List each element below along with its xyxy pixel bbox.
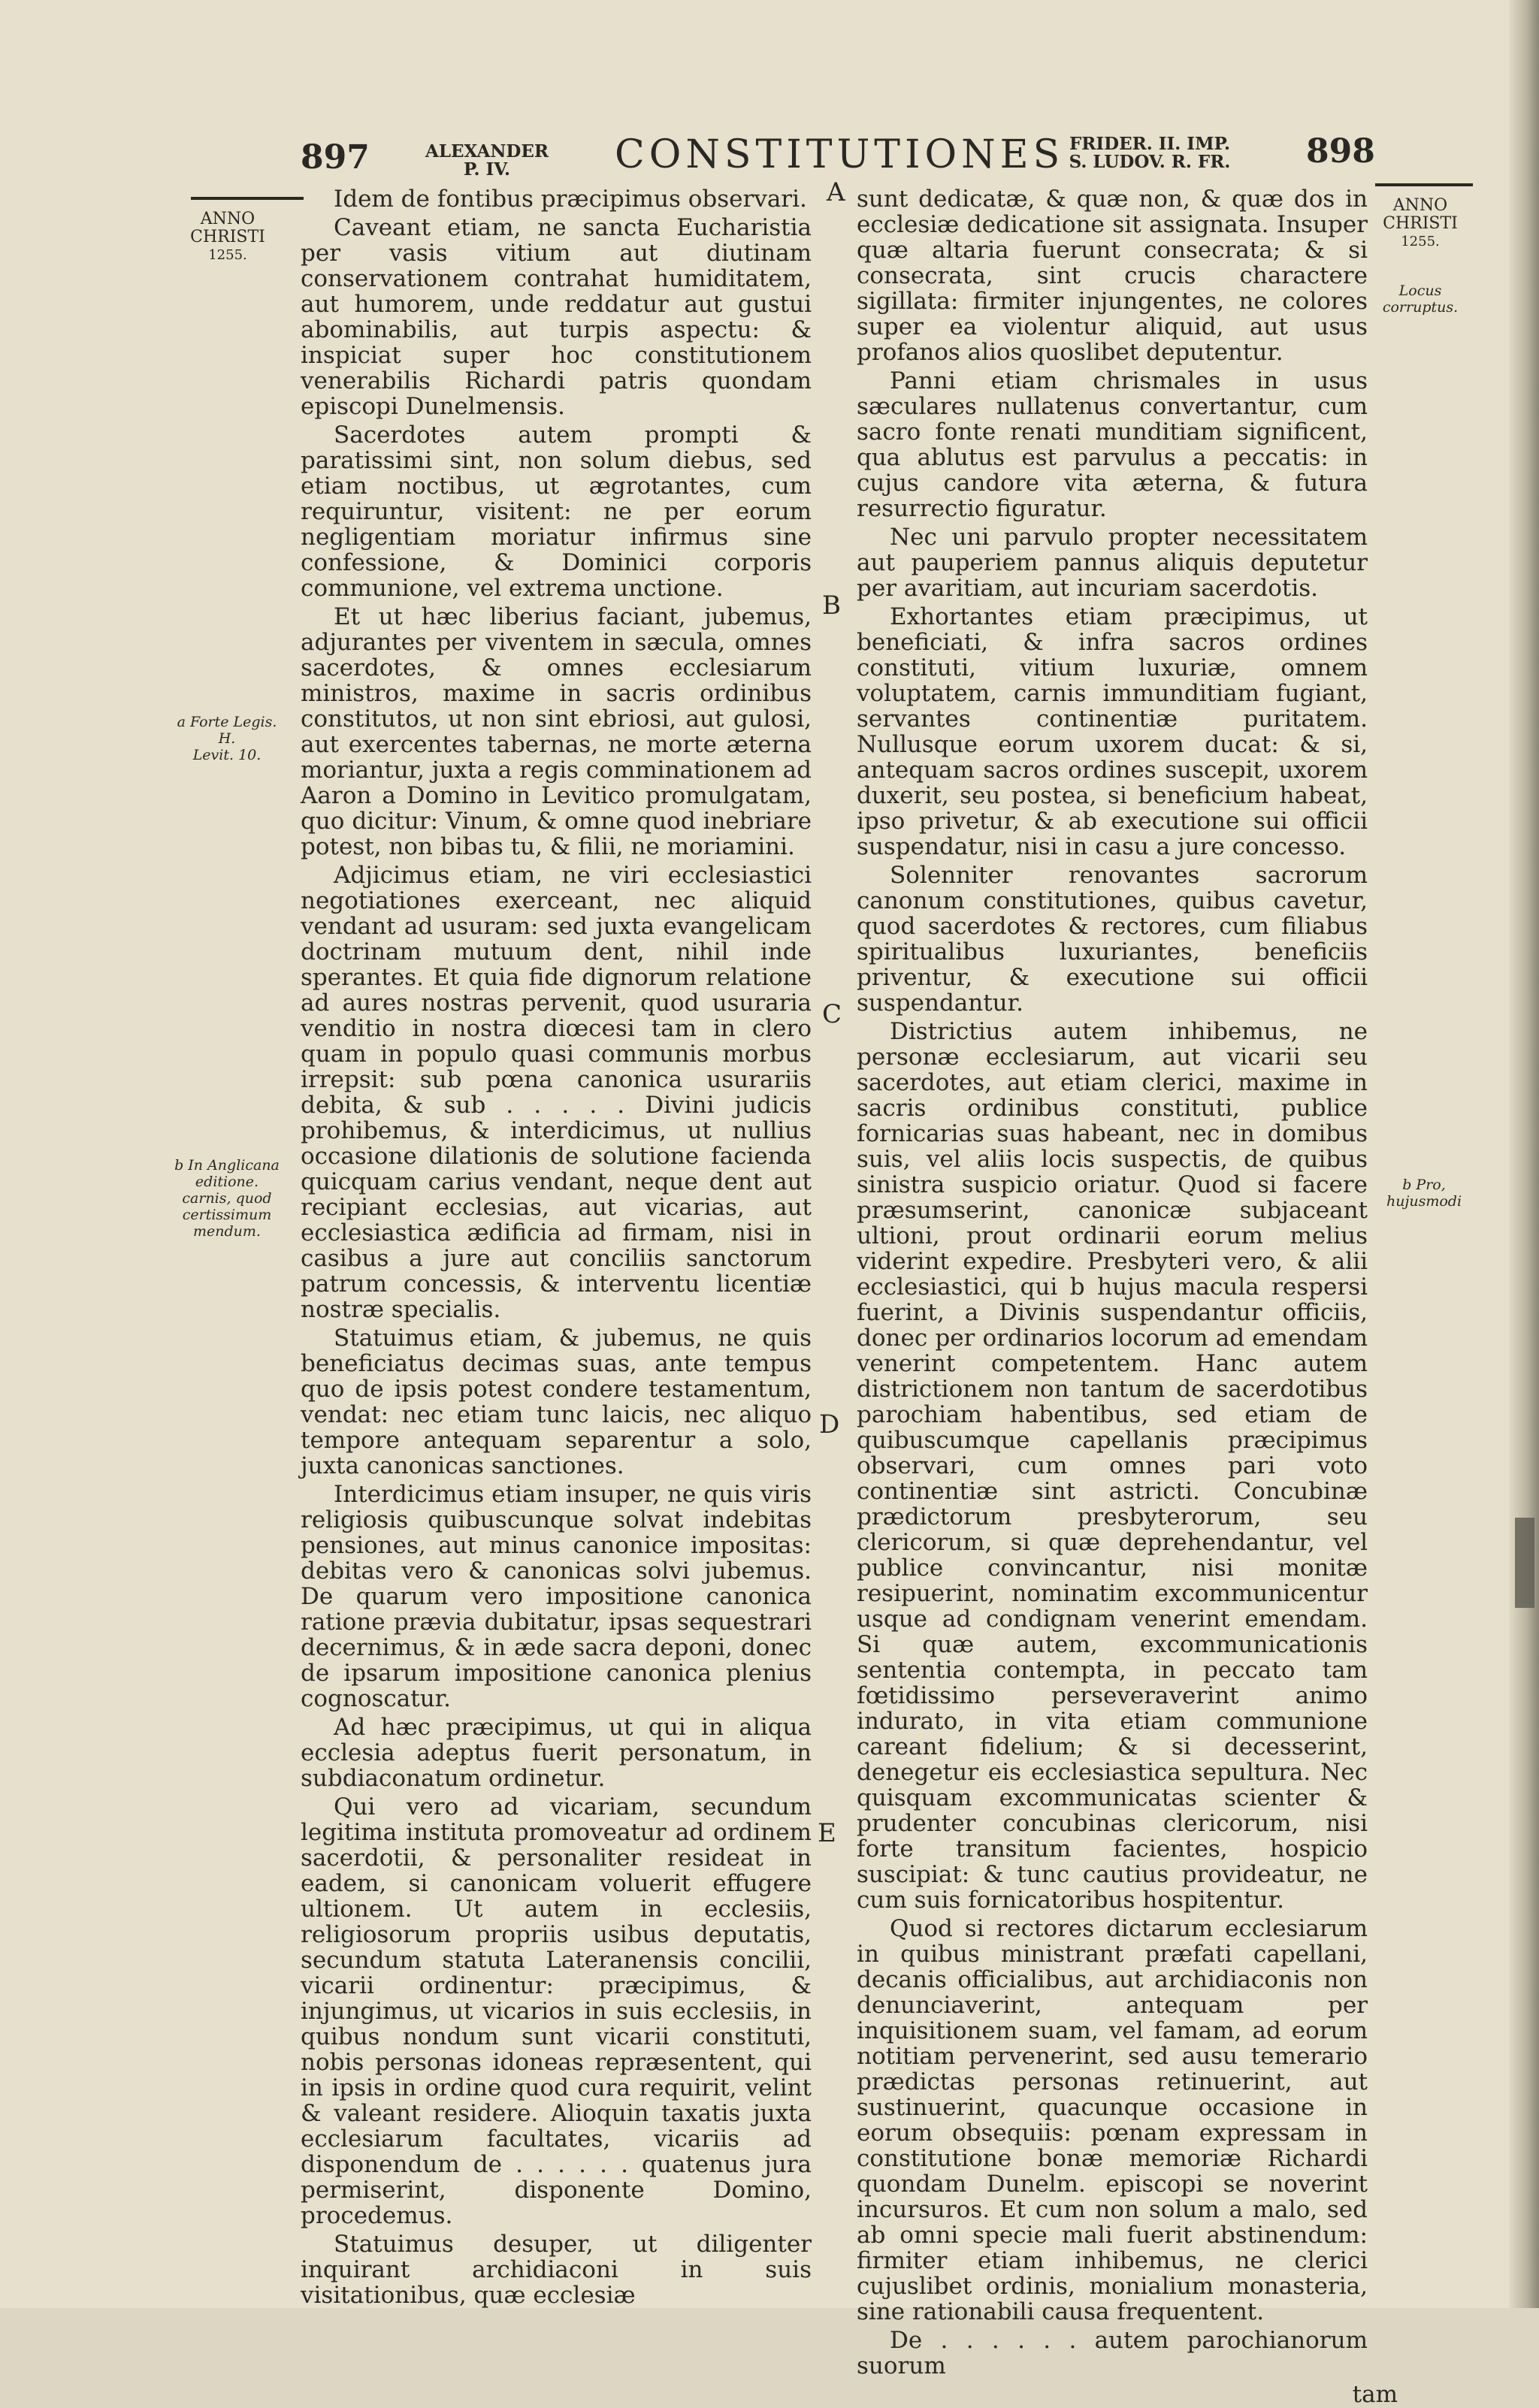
paragraph: sunt dedicatæ, & quæ non, & quæ dos in ecclesiæ dedicatione sit assignata. Insuper quæ altaria fuerunt consecrata; & si consecrata, sint crucis charactere sigillata: firmiter injungentes, ne colores super ea violentur aliquid, aut usus profanos alios quoslibet deputentur. xyxy=(857,186,1368,366)
page-edge-mark xyxy=(1515,1518,1534,1608)
paragraph: Panni etiam chrismales in usus sæculares nullatenus convertantur, cum sacro fonte renati munditiam significent, qua ablutus est parvulus a peccatis: in cujus candore vita æterna, & futura resurrectio figuratur. xyxy=(857,367,1368,522)
left-running-head xyxy=(412,143,562,179)
right-running-line1: FRIDER. II. IMP. xyxy=(1069,134,1231,154)
paragraph: Sacerdotes autem prompti & paratissimi sint, non solum diebus, sed etiam noctibus, ut ægrotantes, cum requiruntur, visitent: ne per eorum negligentiam moriatur infirmus sine confessione, & Dominici corporis communione, vel extrema unctione. xyxy=(301,421,812,602)
paragraph: Statuimus desuper, ut diligenter inquirant archidiaconi in suis visitationibus, quæ ecclesiæ xyxy=(301,2231,812,2309)
text-column-left xyxy=(301,186,812,2311)
paragraph: De . . . . . . autem parochianorum suorum xyxy=(857,2327,1368,2379)
right-christi: CHRISTI xyxy=(1383,214,1458,233)
catchword: tam xyxy=(1352,2381,1398,2408)
paragraph: Adjicimus etiam, ne viri ecclesiastici negotiationes exerceant, nec aliquid vendant ad usuram: sed juxta evangelicam doctrinam mutuum dent, nihil inde sperantes. Et quia fide dignorum relatione ad aures nostras pervenit, quod usuraria venditio in nostra diœcesi tam in clero quam in populo quasi communis morbus irrepsit: sub pœna canonica usurariis debita, & sub . . . . . Divini judicis prohibemus, & interdicimus, ut nullius occasione dilationis de solutione facienda quicquam carius vendant, neque dent aut recipiant ecclesias, aut vicarias, aut ecclesiastica ædificia ad firmam, nisi in casibus a jure aut conciliis sanctorum patrum concessis, & interventu licentiæ nostræ specialis. xyxy=(301,862,812,1323)
section-letter-e: E xyxy=(818,1818,836,1848)
right-margin-rule xyxy=(1375,183,1473,186)
right-year: 1255. xyxy=(1401,234,1440,249)
page-title: CONSTITUTIONES xyxy=(615,132,1065,177)
paragraph: Nec uni parvulo propter necessitatem aut pauperiem pannus aliquis deputetur per avaritiam, aut incuriam sacerdotis. xyxy=(857,524,1368,602)
left-running-line2: P. IV. xyxy=(463,159,511,180)
left-note-anglicana: b In Anglicana editione. carnis, quod certissimum mendum. xyxy=(174,1157,280,1240)
section-letter-c: C xyxy=(822,999,842,1029)
paragraph: Solenniter renovantes sacrorum canonum constitutiones, quibus cavetur, quod sacerdotes & rectores, cum filiabus spiritualibus luxuriantes, beneficiis priventur, & executione sui officii suspendantur. xyxy=(857,862,1368,1017)
left-anno: ANNO xyxy=(200,210,255,228)
right-running-head xyxy=(1052,135,1247,171)
left-christi: CHRISTI xyxy=(190,228,265,246)
left-year: 1255. xyxy=(208,247,247,263)
right-note-hujusmodi: b Pro, hujusmodi xyxy=(1386,1177,1462,1210)
right-note-locus: Locus corruptus. xyxy=(1382,282,1459,316)
left-anno-christi xyxy=(179,210,277,264)
paragraph: Et ut hæc liberius faciant, jubemus, adjurantes per viventem in sæcula, omnes sacerdotes, & omnes ecclesiarum ministros, maxime in sacris ordinibus constitutos, ut non sint ebriosi, aut gulosi, aut exercentes tabernas, ne morte æterna moriantur, juxta a regis comminationem ad Aaron a Domino in Levitico promulgatam, quo dicitur: Vinum, & omne quod inebriare potest, non bibas tu, & filii, ne moriamini. xyxy=(301,603,812,860)
left-note1b: Levit. 10. xyxy=(192,747,262,763)
paragraph: Ad hæc præcipimus, ut qui in aliqua ecclesia adeptus fuerit personatum, in subdiaconatum ordinetur. xyxy=(301,1714,812,1792)
left-page-number: 897 xyxy=(301,138,370,177)
paragraph: Interdicimus etiam insuper, ne quis viris religiosis quibuscunque solvat indebitas pensiones, aut minus canonice impositas: debitas vero & canonicas solvi jubemus. De quarum vero impositione canonica ratione prævia dubitatur, ipsas sequestrari decernimus, & in æde sacra deponi, donec de ipsarum impositione canonica plenius cognoscatur. xyxy=(301,1481,812,1712)
right-running-line2: S. LUDOV. R. FR. xyxy=(1069,152,1231,172)
right-anno-christi xyxy=(1375,197,1465,251)
left-running-line1: ALEXANDER xyxy=(425,141,549,162)
left-note-levit xyxy=(174,714,280,763)
paragraph: Quod si rectores dictarum ecclesiarum in quibus ministrant præfati capellani, decanis officialibus, aut archidiaconis non denunciaverint, antequam per inquisitionem suam, vel famam, ad eorum notitiam pervenerint, sed ausu temerario prædictas personas retinuerint, aut sustinuerint, quacunque occasione in eorum obsequiis: pœnam expressam in constitutione bonæ memoriæ Richardi quondam Dunelm. episcopi se noverint incursuros. Et cum non solum a malo, sed ab omni specie mali fuerit abstinendum: firmiter etiam inhibemus, ne clerici cujuslibet ordinis, monialium monasteria, sine rationabili causa frequentent. xyxy=(857,1915,1368,2325)
book-spine xyxy=(1509,0,1539,2308)
section-letter-b: B xyxy=(822,591,841,621)
right-anno: ANNO xyxy=(1392,196,1448,215)
paragraph: Exhortantes etiam præcipimus, ut beneficiati, & infra sacros ordines constituti, vitium luxuriæ, omnem voluptatem, carnis immunditiam fugiant, servantes continentiæ puritatem. Nullusque eorum uxorem ducat: & si, antequam sacros ordines suscepit, uxorem duxerit, seu postea, si beneficium habeat, ipso privetur, & ab executione sui officii suspendatur, nisi in casu a jure concesso. xyxy=(857,603,1368,860)
section-letter-d: D xyxy=(819,1409,840,1440)
paragraph: Idem de fontibus præcipimus observari. xyxy=(334,186,807,213)
left-note1: a Forte Legis. H. xyxy=(177,714,277,747)
left-margin-rule xyxy=(191,197,304,200)
paragraph: Districtius autem inhibemus, ne personæ ecclesiarum, aut vicarii seu sacerdotes, aut etiam clerici, maxime in sacris ordinibus constituti, publice fornicarias suas habeant, nec in domibus suis, vel aliis locis suspectis, de quibus sinistra suspicio oriatur. Quod si facere præsumserint, canonicæ subjaceant ultioni, prout ordinarii eorum melius viderint expedire. Presbyteri vero, & alii ecclesiastici, qui b hujus macula respersi fuerint, a Divinis suspendantur officiis, donec per ordinarios locorum ad emendam venerint competentem. Hanc autem districtionem non tantum de sacerdotibus parochiam habentibus, sed etiam de quibuscumque capellanis præcipimus observari, cum omnes pari voto continentiæ sint astricti. Concubinæ prædictorum presbyterorum, seu clericorum, si quæ deprehendantur, vel publice convincantur, nisi monitæ resipuerint, nominatim excommunicentur usque ad condignam venerint emendam. Si quæ autem, excommunicationis sententia contempta, in peccato tam fœtidissimo perseveraverint animo indurato, in vita etiam communione careant fidelium; & si decesserint, denegetur eis ecclesiastica sepultura. Nec quisquam excommunicatas scienter & prudenter concubinas clericorum, nisi forte transitum facientes, hospicio suscipiat: & tunc cautius provideatur, ne cum suis fornicatoribus hospitentur. xyxy=(857,1018,1368,1914)
paragraph: Caveant etiam, ne sancta Eucharistia per vasis vitium aut diutinam conservationem contrahat humiditatem, aut humorem, unde reddatur aut gustui abominabilis, aut turpis aspectu: & inspiciat super hoc constitutionem venerabilis Richardi patris quondam episcopi Dunelmensis. xyxy=(301,214,812,420)
text-column-right xyxy=(857,186,1398,2408)
section-letter-a: A xyxy=(827,177,845,207)
paragraph: Statuimus etiam, & jubemus, ne quis beneficiatus decimas suas, ante tempus quo de ipsis potest condere testamentum, vendat: nec etiam tunc laicis, nec aliquo tempore antequam separentur a solo, juxta canonicas sanctiones. xyxy=(301,1325,812,1479)
right-page-number: 898 xyxy=(1306,132,1375,171)
paragraph: Qui vero ad vicariam, secundum legitima instituta promoveatur ad ordinem sacerdotii, & personaliter resideat in eadem, si canonicam voluerit effugere ultionem. Ut autem in ecclesiis, religiosorum propriis usibus deputatis, secundum statuta Lateranensis concilii, vicarii ordinentur: præcipimus, & injungimus, ut vicarios in suis ecclesiis, in quibus nondum sunt vicarii constituti, nobis personas idoneas repræsentent, qui in ipsis in ordine quod cura requirit, velint & valeant residere. Alioquin taxatis juxta ecclesiarum facultates, vicariis ad disponendum de . . . . . . quatenus jura permiserint, disponente Domino, procedemus. xyxy=(301,1793,812,2229)
